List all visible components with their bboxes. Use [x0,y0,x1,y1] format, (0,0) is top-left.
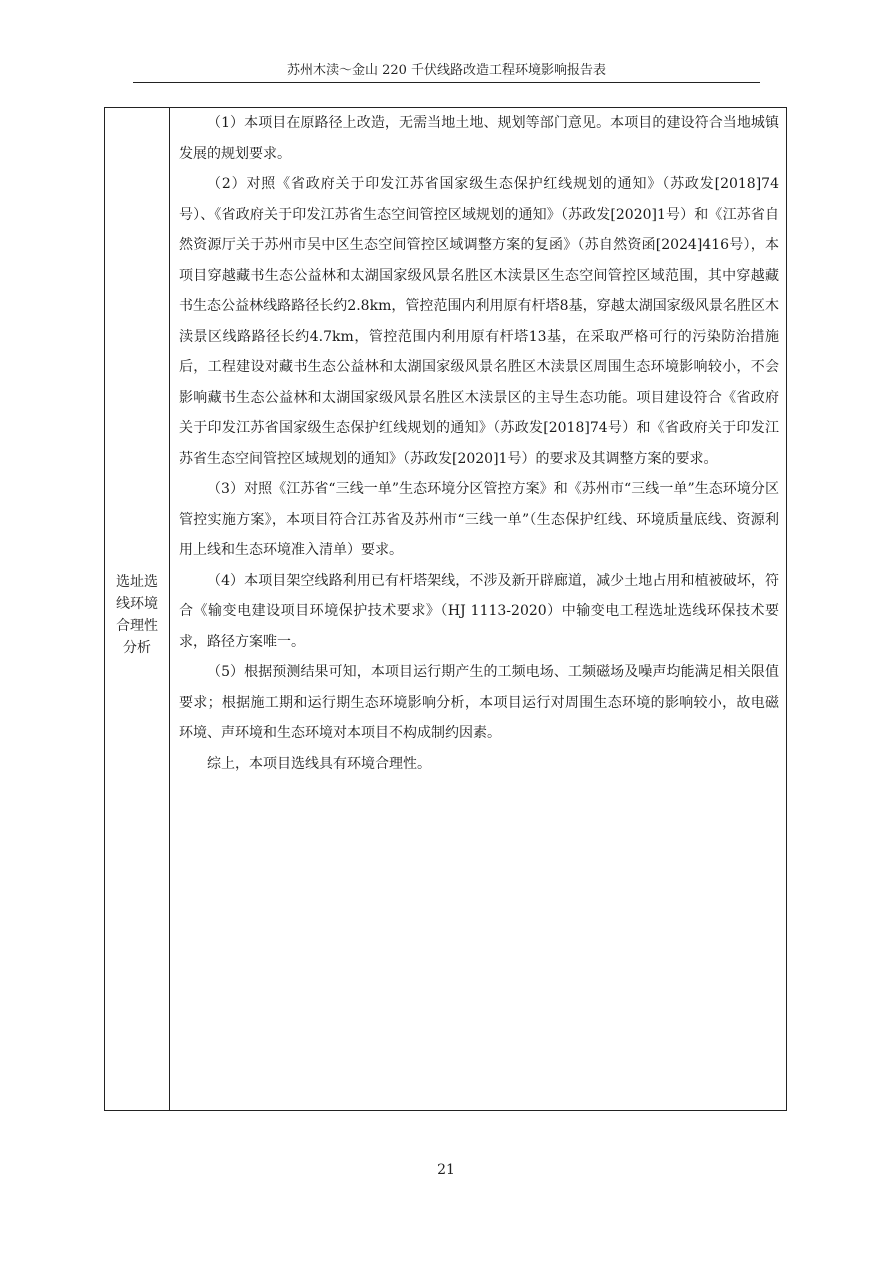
document-header-title: 苏州木渎～金山 220 千伏线路改造工程环境影响报告表 [286,63,607,78]
paragraph-3: （3）对照《江苏省“三线一单”生态环境分区管控方案》和《苏州市“三线一单”生态环境分区管控实施方案》，本项目符合江苏省及苏州市“三线一单”（生态保护红线、环境质量底线、资源利用上线和生态环境准入清单）要求。 [179,481,779,558]
page-number: 21 [437,1162,455,1178]
paragraph-1: （1）本项目在原路径上改造，无需当地土地、规划等部门意见。本项目的建设符合当地城镇发展的规划要求。 [179,115,779,162]
content-cell [179,108,779,779]
paragraph-2: （2）对照《省政府关于印发江苏省国家级生态保护红线规划的通知》（苏政发[2018]74号）、《省政府关于印发江苏省生态空间管控区域规划的通知》（苏政发[2020]1号）和《江苏省自然资源厅关于苏州市吴中区生态空间管控区域调整方案的复函》（苏自然资函[2024]416号），本项目穿越藏书生态公益林和太湖国家级风景名胜区木渎景区生态空间管控区域范围，其中穿越藏书生态公益林线路路径长约2.8km，管控范围内利用原有杆塔8基，穿越太湖国家级风景名胜区木渎景区线路路径长约4.7km，管控范围内利用原有杆塔13基，在采取严格可行的污染防治措施后，工程建设对藏书生态公益林和太湖国家级风景名胜区木渎景区周围生态环境影响较小，不会影响藏书生态公益林和太湖国家级风景名胜区木渎景区的主导生态功能。项目建设符合《省政府关于印发江苏省国家级生态保护红线规划的通知》（苏政发[2018]74号）和《省政府关于印发江苏省生态空间管控区域规划的通知》（苏政发[2020]1号）的要求及其调整方案的要求。 [179,176,779,467]
paragraph-4: （4）本项目架空线路利用已有杆塔架线，不涉及新开辟廊道，减少土地占用和植被破坏，符合《输变电建设项目环境保护技术要求》（HJ 1113-2020）中输变电工程选址选线环保技术要求，路径方案唯一。 [179,572,779,650]
paragraph-5: （5）根据预测结果可知，本项目运行期产生的工频电场、工频磁场及噪声均能满足相关限值要求；根据施工期和运行期生态环境影响分析，本项目运行对周围生态环境的影响较小，故电磁环境、声环境和生态环境对本项目不构成制约因素。 [179,664,779,741]
row-label: 选址选线环境合理性分析 [116,574,158,656]
header-rule [133,82,760,83]
paragraph-conclusion: 综上，本项目选线具有环境合理性。 [207,755,431,772]
analysis-table [104,107,787,1111]
row-label-cell [105,108,170,1110]
